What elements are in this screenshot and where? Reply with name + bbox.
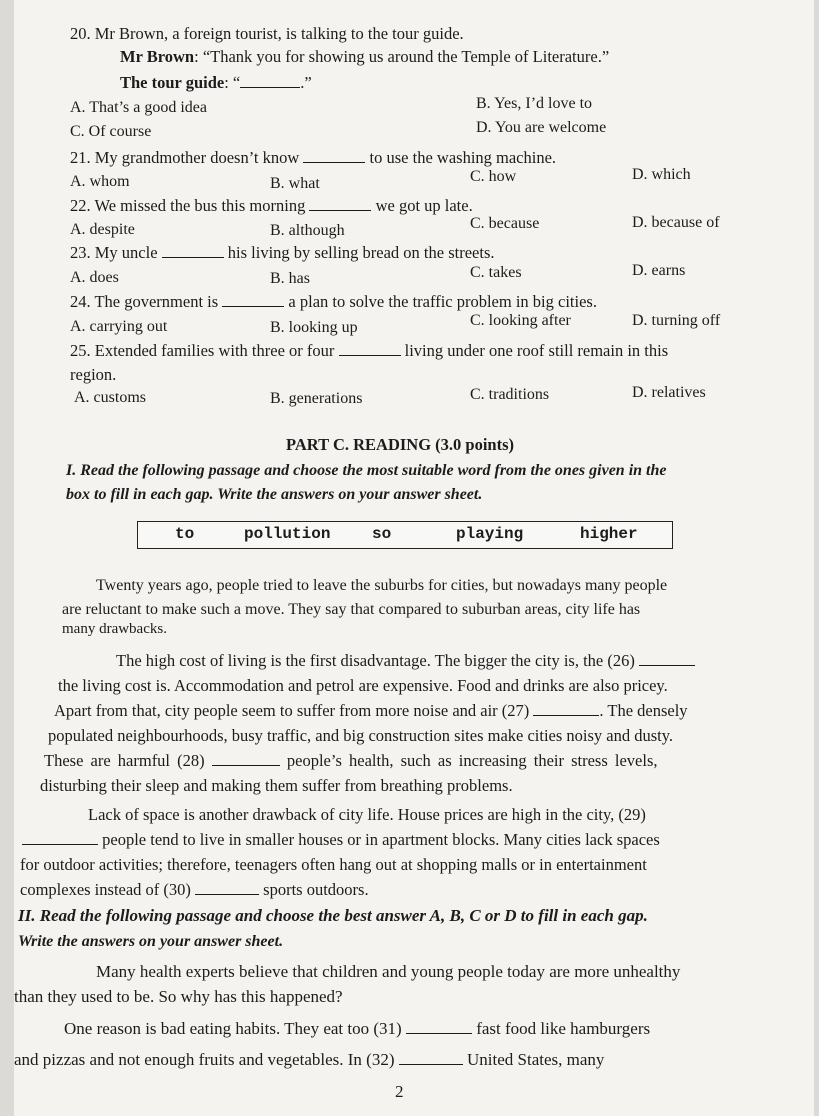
q20-option-b: B. Yes, I’d love to [476,95,593,112]
q20-option-c: C. Of course [70,123,152,140]
q20-line2-open: : “ [224,73,241,92]
answer-blank-27 [533,703,599,716]
q25-post: living under one roof still remain in this [404,341,669,360]
passage-text: people’s health, such as increasing their stress levels, [286,751,658,770]
q20-line1-text: : “Thank you for showing us around the Temple of Literature.” [194,47,610,66]
answer-blank [240,75,300,88]
q21-option-a: A. whom [70,173,130,190]
passage-line: than they used to be. So why has this happened? [14,987,343,1006]
instruction-1-line2: box to fill in each gap. Write the answers on your answer sheet. [66,486,483,503]
passage-text: One reason is bad eating habits. They eat too (31) [64,1019,402,1038]
passage-line: populated neighbourhoods, busy traffic, and big construction sites make cities noisy and dusty. [48,726,674,745]
passage-line: Many health experts believe that children and young people today are more unhealthy [96,962,681,981]
q24-post: a plan to solve the traffic problem in big cities. [288,292,597,311]
q21-pre: 21. My grandmother doesn’t know [70,148,300,167]
q23-pre: 23. My uncle [70,243,158,262]
q22-option-c: C. because [470,215,540,232]
passage-line: are reluctant to make such a move. They say that compared to suburban areas, city life has [62,601,641,618]
q21-option-d: D. which [632,166,691,183]
q24-pre: 24. The government is [70,292,219,311]
q22-option-a: A. despite [70,221,135,238]
passage-line [14,1050,604,1070]
q25-stem-cont: region. [70,365,117,384]
passage-line [116,651,695,671]
passage-text: fast food like hamburgers [476,1019,651,1038]
passage-text: sports outdoors. [263,880,369,899]
q23-option-b: B. has [270,270,310,287]
instruction-1-line1: I. Read the following passage and choose the most suitable word from the ones given in the [66,462,667,479]
word-box-item: pollution [244,525,331,543]
q24-option-a: A. carrying out [70,318,168,335]
word-box [137,521,673,549]
passage-text: The high cost of living is the first disadvantage. The bigger the city is, the (26) [116,651,635,670]
q23-post: his living by selling bread on the streets. [227,243,495,262]
q20-line1 [120,47,609,67]
q23-option-d: D. earns [632,262,686,279]
q21-option-c: C. how [470,168,517,185]
answer-blank [162,245,224,258]
q25-option-a: A. customs [74,389,146,406]
section-heading-part-c: PART C. READING (3.0 points) [286,435,514,454]
passage-line: many drawbacks. [62,621,167,637]
q24-option-c: C. looking after [470,312,571,329]
answer-blank-26 [639,653,695,666]
q23-option-a: A. does [70,269,119,286]
q23-option-c: C. takes [470,264,522,281]
answer-blank [222,294,284,307]
answer-blank-28 [212,753,280,766]
q20-stem: 20. Mr Brown, a foreign tourist, is talking to the tour guide. [70,24,464,43]
q20-option-a: A. That’s a good idea [70,99,208,116]
q25-stem [70,341,668,361]
q24-option-b: B. looking up [270,319,358,336]
speaker-mr-brown: Mr Brown [120,47,195,66]
word-box-item: to [175,525,195,543]
passage-text: people tend to live in smaller houses or in apartment blocks. Many cities lack spaces [102,830,660,849]
q22-post: we got up late. [375,196,473,215]
passage-line [22,830,660,850]
q21-option-b: B. what [270,175,320,192]
passage-line: disturbing their sleep and making them suffer from breathing problems. [40,776,513,795]
q22-pre: 22. We missed the bus this morning [70,196,306,215]
passage-line: Twenty years ago, people tried to leave the suburbs for cities, but nowadays many people [96,577,668,594]
passage-text: and pizzas and not enough fruits and vegetables. In (32) [14,1050,395,1069]
answer-blank-31 [406,1021,472,1034]
passage-text: . The densely [599,701,688,720]
worksheet-page [14,0,814,1116]
word-box-item: playing [456,525,524,543]
answer-blank-29 [22,832,98,845]
word-box-item: so [372,525,392,543]
q24-option-d: D. turning off [632,312,721,329]
q20-line2 [120,73,312,93]
passage-line [20,880,369,900]
q22-option-d: D. because of [632,214,720,231]
q25-option-b: B. generations [270,390,363,407]
answer-blank [303,150,365,163]
answer-blank [309,198,371,211]
instruction-2-line1: II. Read the following passage and choose the best answer A, B, C or D to fill in each gap. [18,906,648,925]
q20-option-d: D. You are welcome [476,119,607,136]
passage-line [64,1019,650,1039]
passage-text: Apart from that, city people seem to suffer from more noise and air (27) [54,701,530,720]
speaker-tour-guide: The tour guide [120,73,225,92]
q25-option-c: C. traditions [470,386,550,403]
answer-blank-30 [195,882,259,895]
q21-post: to use the washing machine. [369,148,557,167]
q22-stem [70,196,473,216]
passage-line [44,751,658,771]
passage-line [54,701,688,721]
passage-text: United States, many [467,1050,605,1069]
q25-pre: 25. Extended families with three or four [70,341,335,360]
q24-stem [70,292,597,312]
q21-stem [70,148,556,168]
q25-option-d: D. relatives [632,384,706,401]
answer-blank [339,343,401,356]
q23-stem [70,243,495,263]
passage-line: Lack of space is another drawback of city life. House prices are high in the city, (29) [88,805,646,824]
answer-blank-32 [399,1052,463,1065]
passage-line: for outdoor activities; therefore, teenagers often hang out at shopping malls or in entertainment [20,855,647,874]
q20-line2-close: .” [300,73,312,92]
passage-text: complexes instead of (30) [20,880,191,899]
instruction-2-line2: Write the answers on your answer sheet. [18,933,284,950]
page-number: 2 [395,1082,404,1101]
q22-option-b: B. although [270,222,345,239]
word-box-item: higher [580,525,638,543]
passage-text: These are harmful (28) [44,751,205,770]
passage-line: the living cost is. Accommodation and petrol are expensive. Food and drinks are also pricey. [58,676,668,695]
